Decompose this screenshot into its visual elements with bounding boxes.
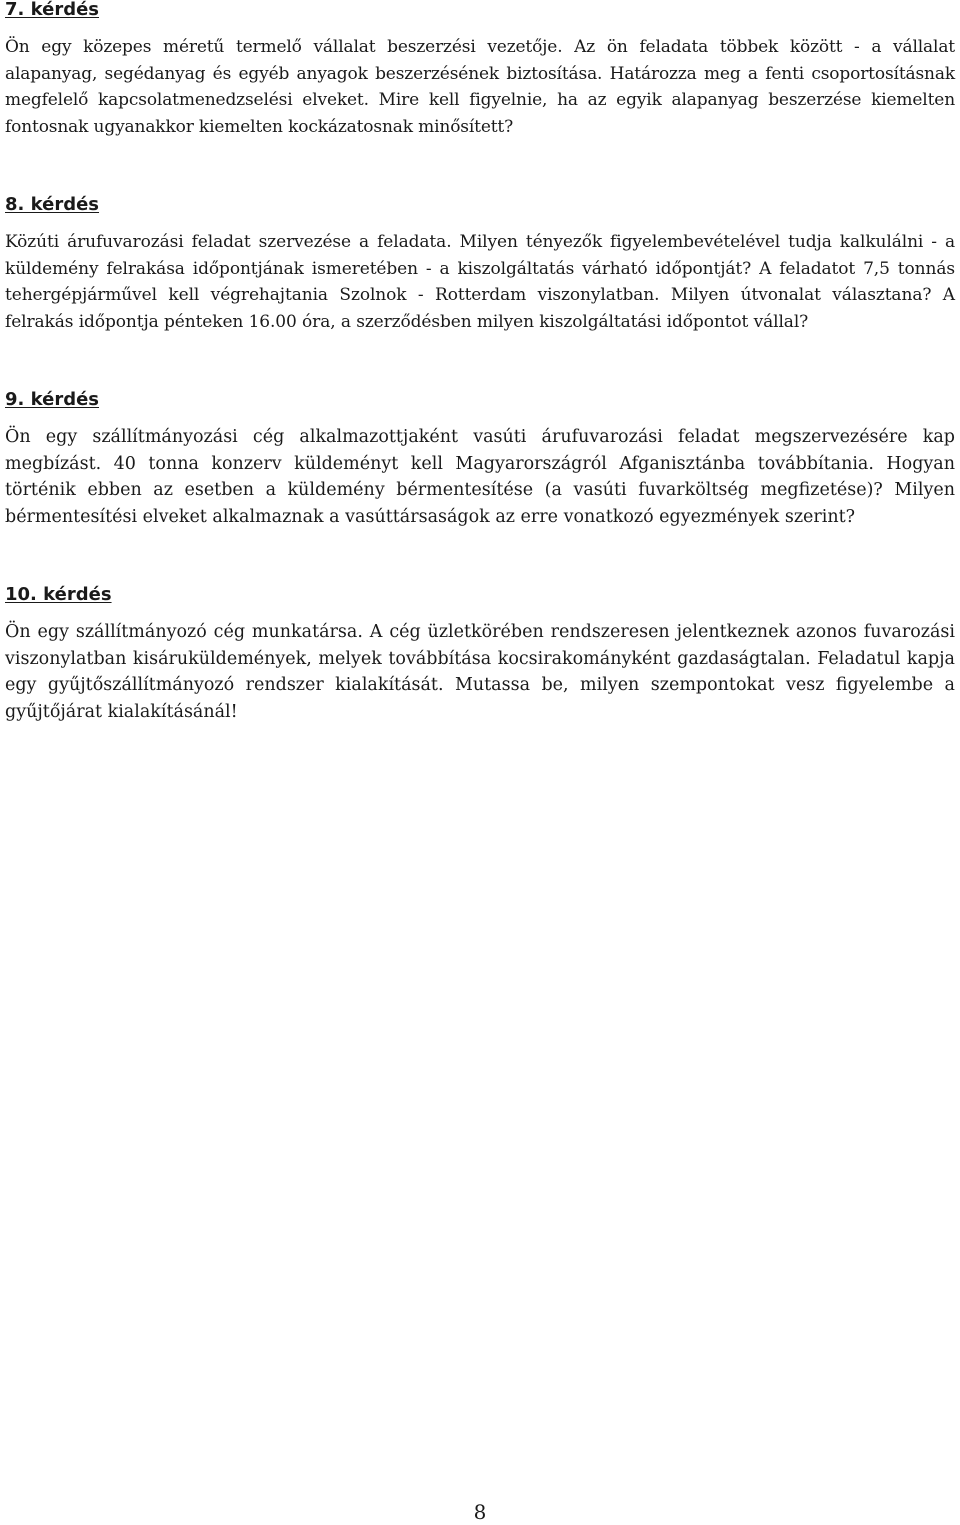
question-10: [5, 585, 955, 725]
question-9: [5, 390, 955, 530]
question-8-text: Közúti árufuvarozási feladat szervezése a feladata. Milyen tényezők figyelembevételével tudja kalkulálni - a küldemény felrakása időpontjának ismeretében - a kiszolgáltatás várható időpontját? A feladatot 7,5 tonnás tehergépjárművel kell végrehajtania Szolnok - Rotterdam viszonylatban. Milyen útvonalat választana? A felrakás időpontja pénteken 16.00 óra, a szerződésben milyen kiszolgáltatási időpontot vállal?: [5, 232, 955, 332]
question-10-text: Ön egy szállítmányozó cég munkatársa. A cég üzletkörében rendszeresen jelentkeznek azonos fuvarozási viszonylatban kisáruküldemények, melyek továbbítása kocsirakományként gazdaságtalan. Feladatul kapja egy gyűjtőszállítmányozó rendszer kialakítását. Mutassa be, milyen szempontokat vesz figyelembe a gyűjtőjárat kialakításánál!: [5, 622, 955, 722]
question-9-text: Ön egy szállítmányozási cég alkalmazottjaként vasúti árufuvarozási feladat megszervezésére kap megbízást. 40 tonna konzerv küldeményt kell Magyarországról Afganisztánba továbbítania. Hogyan történik ebben az esetben a küldemény bérmentesítése (a vasúti fuvarköltség megfizetése)? Milyen bérmentesítési elveket alkalmaznak a vasúttársaságok az erre vonatkozó egyezmények szerint?: [5, 427, 955, 527]
question-7-heading: 7. kérdés: [5, 0, 100, 20]
question-8-heading: 8. kérdés: [5, 194, 100, 215]
question-9-heading: 9. kérdés: [5, 389, 100, 410]
question-10-heading: 10. kérdés: [5, 584, 112, 605]
question-8: [5, 195, 955, 335]
question-7-text: Ön egy közepes méretű termelő vállalat beszerzési vezetője. Az ön feladata többek között - a vállalat alapanyag, segédanyag és egyéb anyagok beszerzésének biztosítása. Határozza meg a fenti csoportosításnak megfelelő kapcsolatmenedzselési elveket. Mire kell figyelnie, ha az egyik alapanyag beszerzése kiemelten fontosnak ugyanakkor kiemelten kockázatosnak minősített?: [5, 37, 955, 137]
question-7: [5, 0, 955, 140]
page-number: 8: [473, 1500, 487, 1524]
